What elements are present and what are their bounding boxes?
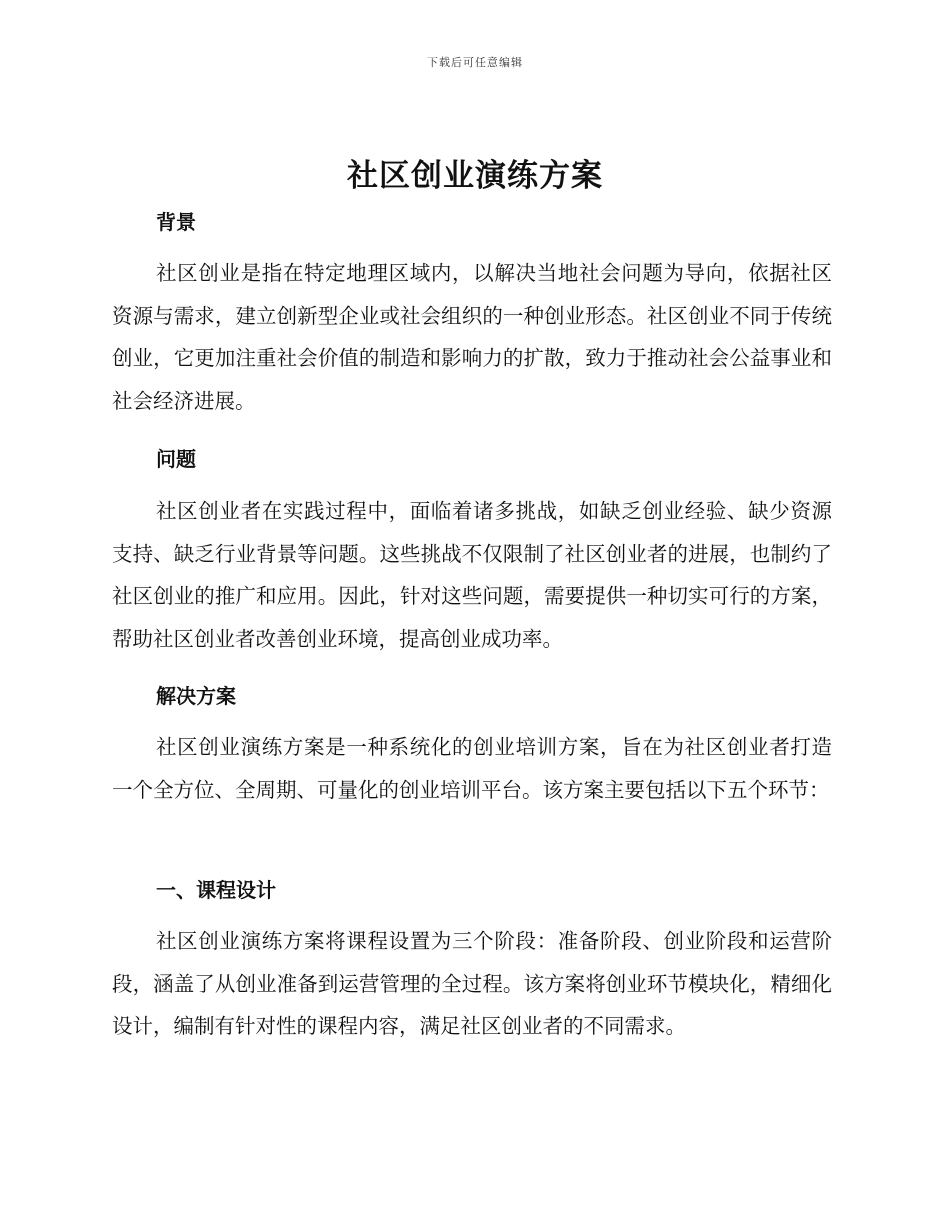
section-heading-solution: 解决方案 [156, 684, 236, 708]
section-paragraph-background: 社区创业是指在特定地理区域内，以解决当地社会问题为导向，依据社区资源与需求，建立创新型企业或社会组织的一种创业形态。社区创业不同于传统创业，它更加注重社会价值的制造和影响力的扩散，致力于推动社会公益事业和社会经济进展。 [112, 261, 832, 413]
document-title: 社区创业演练方案 [347, 158, 603, 194]
section-heading-course-design: 一、课程设计 [156, 878, 276, 902]
section-heading-problem: 问题 [156, 447, 196, 471]
section-paragraph-course-design: 社区创业演练方案将课程设置为三个阶段：准备阶段、创业阶段和运营阶段，涵盖了从创业准备到运营管理的全过程。该方案将创业环节模块化，精细化设计，编制有针对性的课程内容，满足社区创业者的不同需求。 [112, 929, 832, 1038]
section-heading-background: 背景 [156, 210, 196, 234]
section-paragraph-solution: 社区创业演练方案是一种系统化的创业培训方案，旨在为社区创业者打造一个全方位、全周期、可量化的创业培训平台。该方案主要包括以下五个环节： [112, 735, 832, 802]
page-header-note: 下载后可任意编辑 [427, 56, 523, 69]
section-paragraph-problem: 社区创业者在实践过程中，面临着诸多挑战，如缺乏创业经验、缺少资源支持、缺乏行业背景等问题。这些挑战不仅限制了社区创业者的进展，也制约了社区创业的推广和应用。因此，针对这些问题，需要提供一种切实可行的方案，帮助社区创业者改善创业环境，提高创业成功率。 [112, 499, 832, 651]
